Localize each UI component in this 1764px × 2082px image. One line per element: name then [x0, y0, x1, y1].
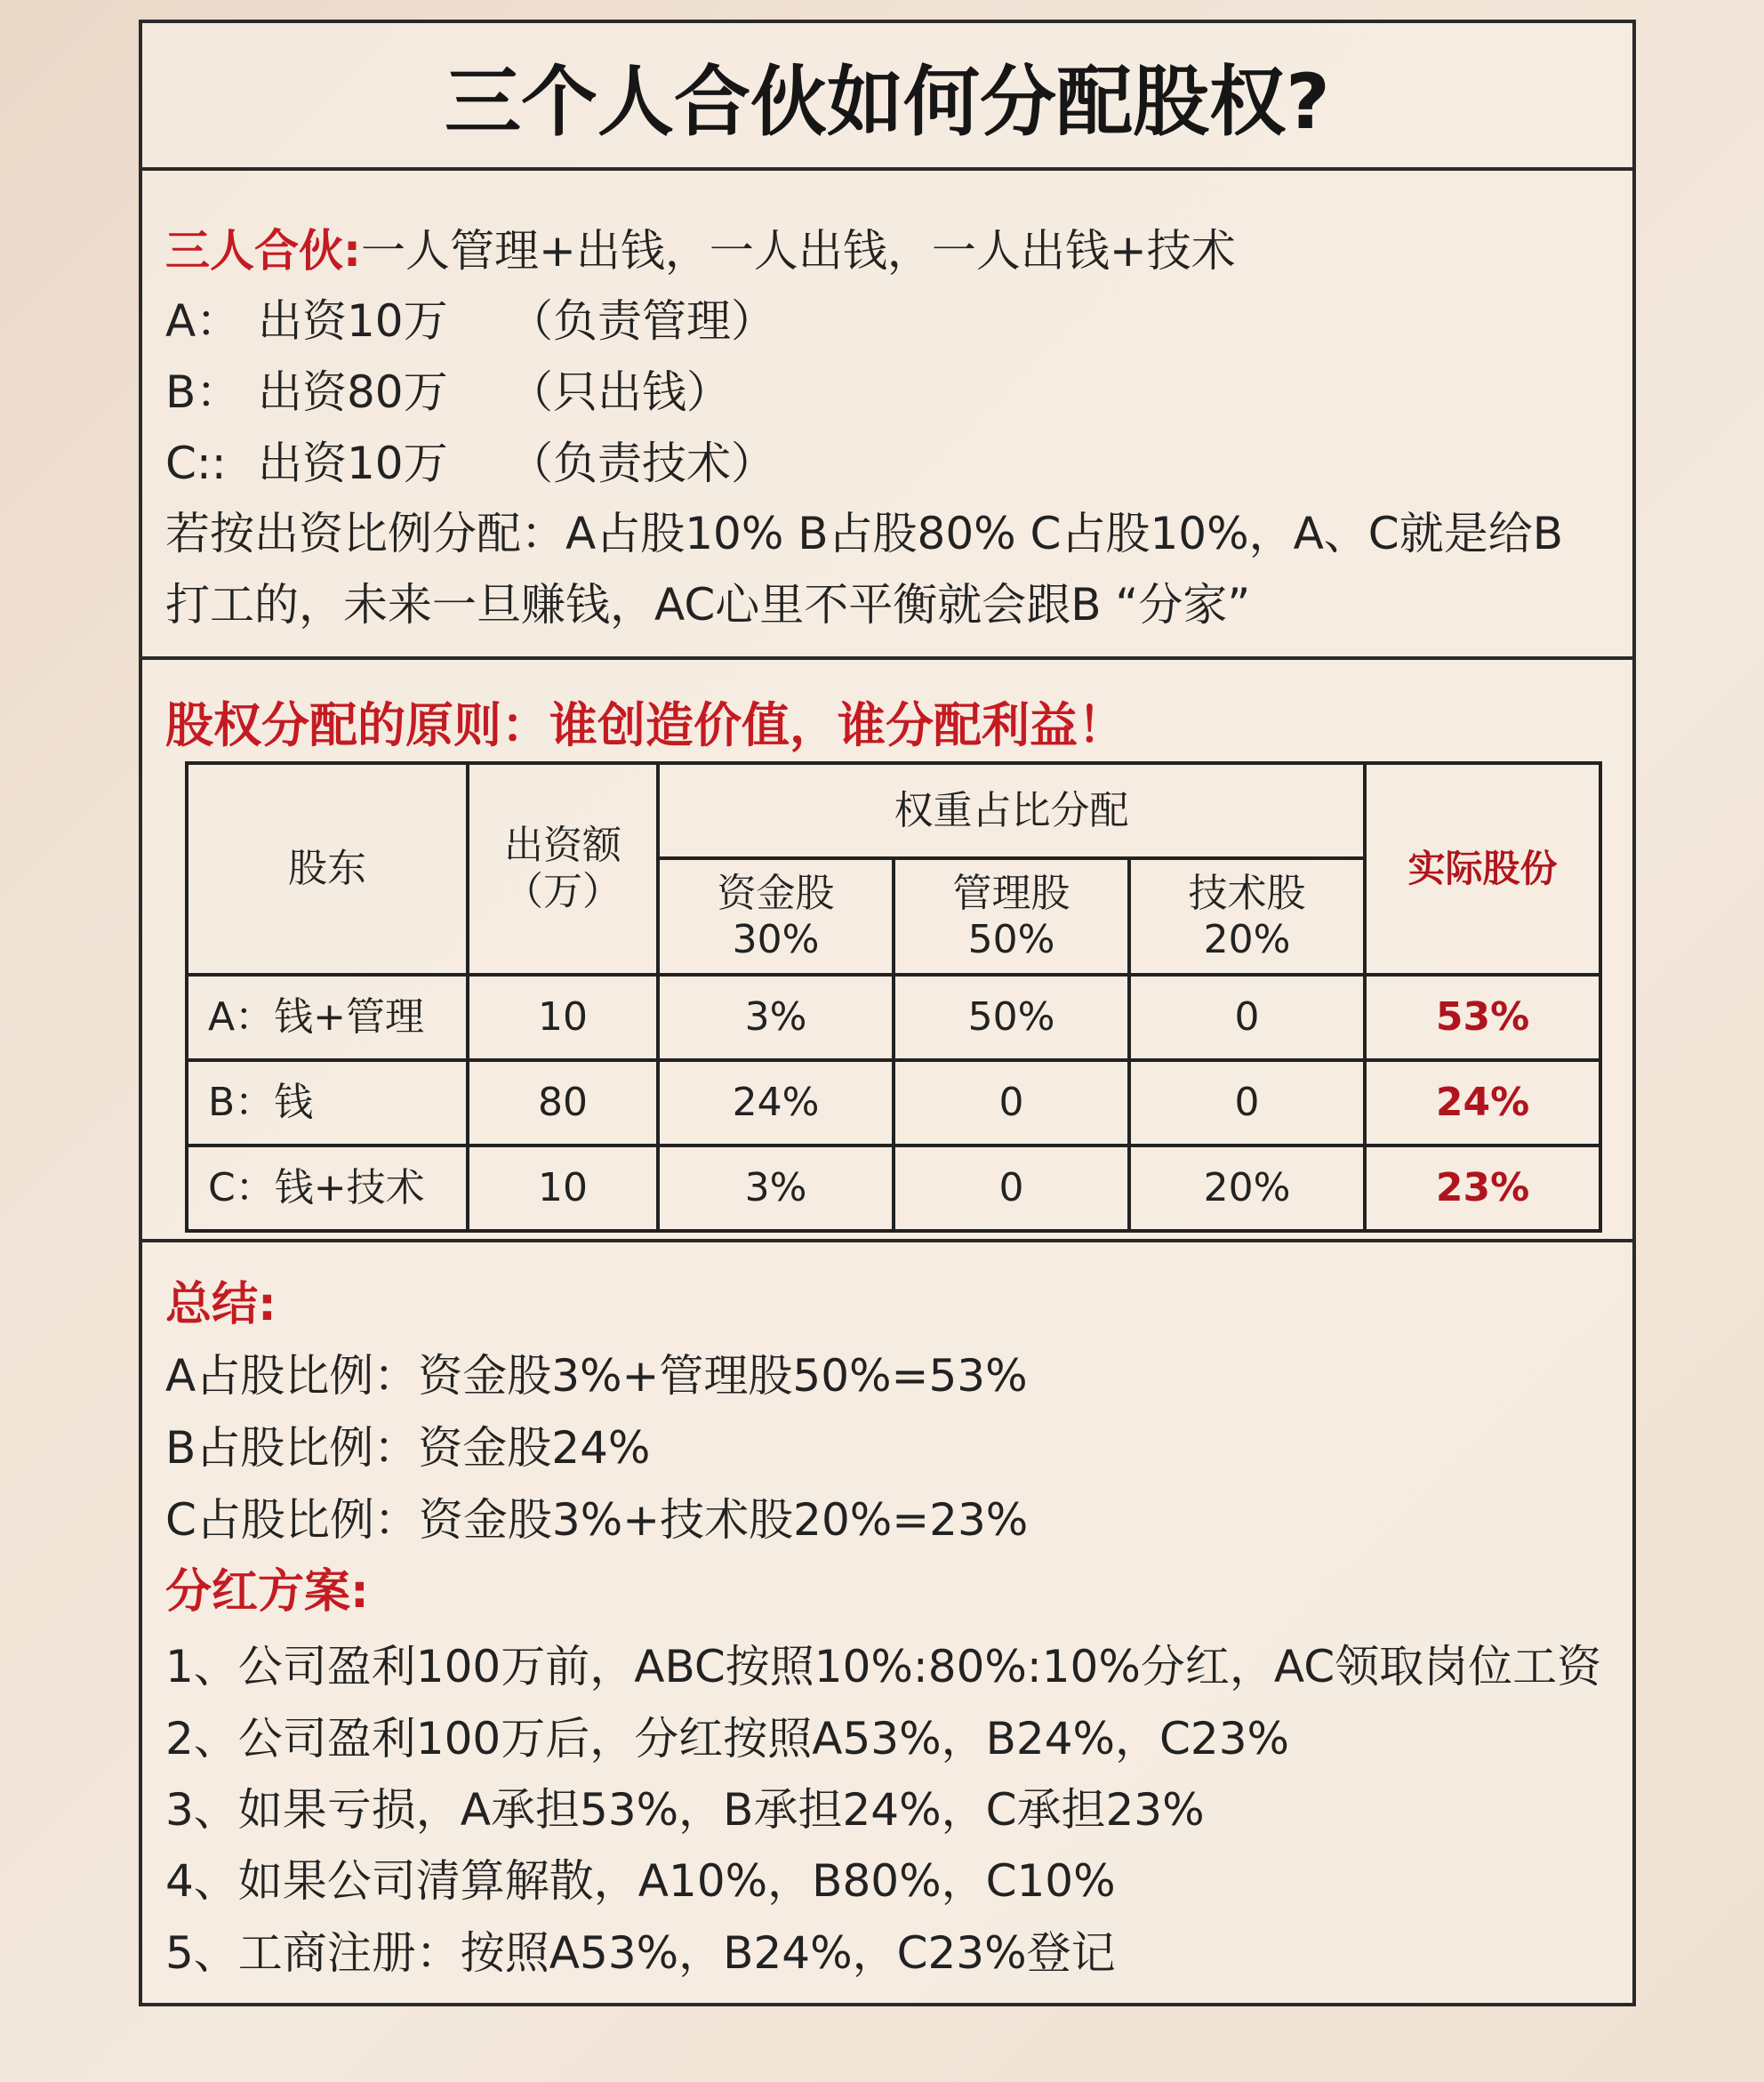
intro-line: [165, 224, 1236, 277]
intro-text: 一人管理+出钱，一人出钱，一人出钱+技术: [361, 225, 1236, 277]
row-c-tech: 20%: [1129, 1146, 1365, 1231]
partner-a-prefix: A：: [165, 295, 241, 347]
partner-b-prefix: B：: [165, 366, 241, 418]
row-a-management: 50%: [894, 975, 1129, 1060]
header-management: [894, 858, 1129, 975]
page-title: 三个人合伙如何分配股权?: [142, 23, 1632, 171]
header-investment-unit: （万）: [504, 869, 621, 914]
dividend-item-2: 2、公司盈利100万后，分红按照A53%，B24%，C23%: [165, 1713, 1290, 1764]
header-investment-label: 出资额: [504, 823, 621, 868]
dividend-item-3: 3、如果亏损，A承担53%，B承担24%，C承担23%: [165, 1784, 1205, 1836]
partner-b-role: （只出钱）: [509, 366, 731, 418]
row-b-investment: 80: [468, 1060, 658, 1146]
intro-section: [142, 171, 1632, 660]
dividend-item-5: 5、工商注册：按照A53%，B24%，C23%登记: [165, 1927, 1116, 1979]
summary-label: 总结:: [165, 1278, 277, 1331]
summary-line-a: A占股比例：资金股3%+管理股50%=53%: [165, 1350, 1028, 1402]
row-c-name: C：钱+技术: [187, 1146, 468, 1231]
header-management-pct: 50%: [967, 916, 1055, 962]
partner-a-line: [165, 294, 775, 348]
header-actual: 实际股份: [1365, 763, 1600, 975]
row-a-capital: 3%: [658, 975, 894, 1060]
table-row: [187, 975, 1600, 1060]
note-line-1: 若按出资比例分配：A占股10% B占股80% C占股10%，A、C就是给B: [165, 508, 1564, 559]
intro-label: 三人合伙:: [165, 225, 361, 277]
dividend-label: 分红方案:: [165, 1565, 369, 1619]
partner-c-line: [165, 437, 775, 490]
row-c-actual: 23%: [1365, 1146, 1600, 1231]
header-investment: [468, 763, 658, 975]
summary-section: [142, 1242, 1632, 2006]
row-a-name: A：钱+管理: [187, 975, 468, 1060]
row-b-actual: 24%: [1365, 1060, 1600, 1146]
header-tech-pct: 20%: [1203, 916, 1291, 962]
principle-heading: 股权分配的原则：谁创造价值，谁分配利益！: [165, 697, 1126, 753]
header-management-label: 管理股: [952, 870, 1070, 916]
row-c-investment: 10: [468, 1146, 658, 1231]
partner-a-amount: 出资10万: [258, 295, 448, 347]
header-capital-pct: 30%: [732, 916, 820, 962]
table-row: [187, 1060, 1600, 1146]
table-row: [187, 1146, 1600, 1231]
row-b-tech: 0: [1129, 1060, 1365, 1146]
partner-c-prefix: C::: [165, 438, 227, 489]
header-tech: [1129, 858, 1365, 975]
equity-card: [139, 20, 1636, 2006]
equity-table: [185, 761, 1602, 1233]
partner-b-amount: 出资80万: [258, 366, 448, 418]
row-a-tech: 0: [1129, 975, 1365, 1060]
partner-c-amount: 出资10万: [258, 438, 448, 489]
row-c-management: 0: [894, 1146, 1129, 1231]
summary-line-c: C占股比例：资金股3%+技术股20%=23%: [165, 1494, 1029, 1546]
partner-a-role: （负责管理）: [509, 295, 775, 347]
note-line-2: 打工的，未来一旦赚钱，AC心里不平衡就会跟B “分家”: [165, 579, 1251, 631]
row-a-investment: 10: [468, 975, 658, 1060]
row-b-capital: 24%: [658, 1060, 894, 1146]
dividend-item-4: 4、如果公司清算解散，A10%，B80%，C10%: [165, 1855, 1116, 1907]
table-section: [142, 660, 1632, 1242]
header-tech-label: 技术股: [1188, 870, 1306, 916]
header-shareholder: 股东: [187, 763, 468, 975]
header-capital-label: 资金股: [717, 870, 835, 916]
row-b-management: 0: [894, 1060, 1129, 1146]
header-capital: [658, 858, 894, 975]
dividend-item-1: 1、公司盈利100万前，ABC按照10%:80%:10%分红，AC领取岗位工资: [165, 1641, 1602, 1692]
row-a-actual: 53%: [1365, 975, 1600, 1060]
summary-line-b: B占股比例：资金股24%: [165, 1422, 651, 1474]
partner-b-line: [165, 366, 731, 419]
row-c-capital: 3%: [658, 1146, 894, 1231]
partner-c-role: （负责技术）: [509, 438, 775, 489]
header-weight: 权重占比分配: [658, 763, 1365, 858]
row-b-name: B：钱: [187, 1060, 468, 1146]
